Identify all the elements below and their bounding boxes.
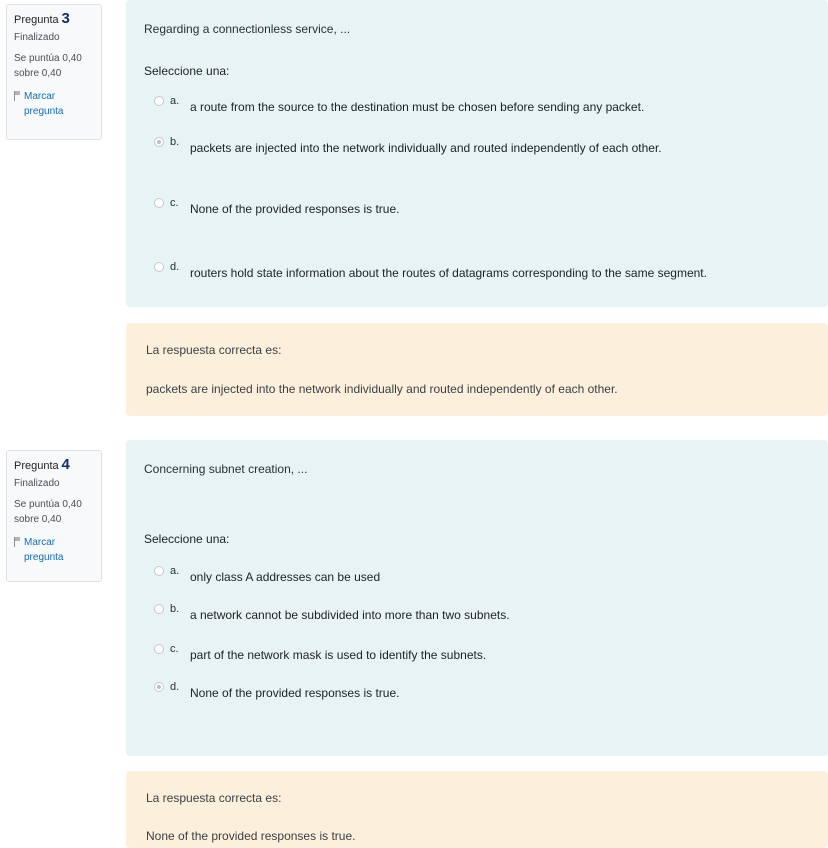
question-number: 4 (61, 456, 70, 473)
feedback-label: La respuesta correcta es: (146, 343, 282, 357)
answer-option-a[interactable] (154, 565, 381, 584)
feedback-answer: packets are injected into the network individually and routed independently of each other. (146, 382, 618, 396)
radio-button-checked[interactable] (154, 682, 164, 692)
question-text: Regarding a connectionless service, ... (144, 22, 351, 36)
radio-button[interactable] (154, 604, 164, 614)
question-content (126, 440, 828, 756)
answer-text: packets are injected into the network individually and routed independently of each other. (190, 141, 662, 155)
answer-text: only class A addresses can be used (190, 570, 381, 584)
question-info (6, 450, 102, 582)
grade-line-2: sobre 0,40 (14, 514, 62, 525)
question-label: Pregunta (14, 14, 59, 26)
radio-button[interactable] (154, 566, 164, 576)
question-number-heading (14, 11, 96, 28)
answer-letter: d. (170, 681, 180, 693)
radio-button[interactable] (154, 198, 164, 208)
flag-question-link[interactable] (14, 535, 96, 565)
grade-line-2: sobre 0,40 (14, 68, 62, 79)
answer-letter: c. (170, 643, 179, 655)
question-label: Pregunta (14, 460, 59, 472)
answer-text: a route from the source to the destination must be chosen before sending any packet. (190, 100, 645, 114)
answer-option-b[interactable] (154, 603, 510, 622)
answer-prompt: Seleccione una: (144, 532, 230, 546)
question-grade (14, 51, 96, 81)
grade-line-1: Se puntúa 0,40 (14, 53, 82, 64)
flag-icon (14, 91, 21, 101)
feedback-label: La respuesta correcta es: (146, 791, 282, 805)
question-info (6, 4, 102, 140)
flag-label-line-2: pregunta (24, 106, 64, 117)
answer-prompt: Seleccione una: (144, 64, 230, 78)
answer-text: routers hold state information about the routes of datagrams corresponding to the same segment. (190, 266, 707, 280)
answer-letter: b. (170, 136, 180, 148)
radio-button-checked[interactable] (154, 137, 164, 147)
flag-label-line-2: pregunta (24, 552, 64, 563)
answer-letter: a. (170, 95, 180, 107)
flag-label-line-1: Marcar (24, 91, 56, 102)
question-state: Finalizado (14, 478, 60, 489)
answer-text: part of the network mask is used to identify the subnets. (190, 648, 487, 662)
answer-option-d[interactable] (154, 681, 400, 700)
question-number: 3 (61, 10, 70, 27)
answer-letter: a. (170, 565, 180, 577)
radio-button[interactable] (154, 96, 164, 106)
answer-text: a network cannot be subdivided into more than two subnets. (190, 608, 510, 622)
question-text: Concerning subnet creation, ... (144, 462, 308, 476)
correct-answer-feedback (126, 323, 828, 416)
feedback-answer: None of the provided responses is true. (146, 829, 356, 843)
question-grade (14, 497, 96, 527)
question-number-heading (14, 457, 96, 474)
question-content (126, 0, 828, 307)
answer-letter: b. (170, 603, 180, 615)
question-state: Finalizado (14, 32, 60, 43)
flag-label-line-1: Marcar (24, 537, 56, 548)
answer-letter: d. (170, 261, 180, 273)
radio-button[interactable] (154, 262, 164, 272)
flag-question-link[interactable] (14, 89, 96, 119)
grade-line-1: Se puntúa 0,40 (14, 499, 82, 510)
answer-option-a[interactable] (154, 95, 645, 114)
answer-text: None of the provided responses is true. (190, 202, 400, 216)
answer-option-c[interactable] (154, 197, 400, 216)
answer-option-c[interactable] (154, 643, 487, 662)
answer-text: None of the provided responses is true. (190, 686, 400, 700)
answer-option-b[interactable] (154, 136, 662, 155)
flag-icon (14, 537, 21, 547)
answer-letter: c. (170, 197, 179, 209)
radio-button[interactable] (154, 644, 164, 654)
answer-option-d[interactable] (154, 261, 707, 280)
correct-answer-feedback (126, 771, 828, 848)
